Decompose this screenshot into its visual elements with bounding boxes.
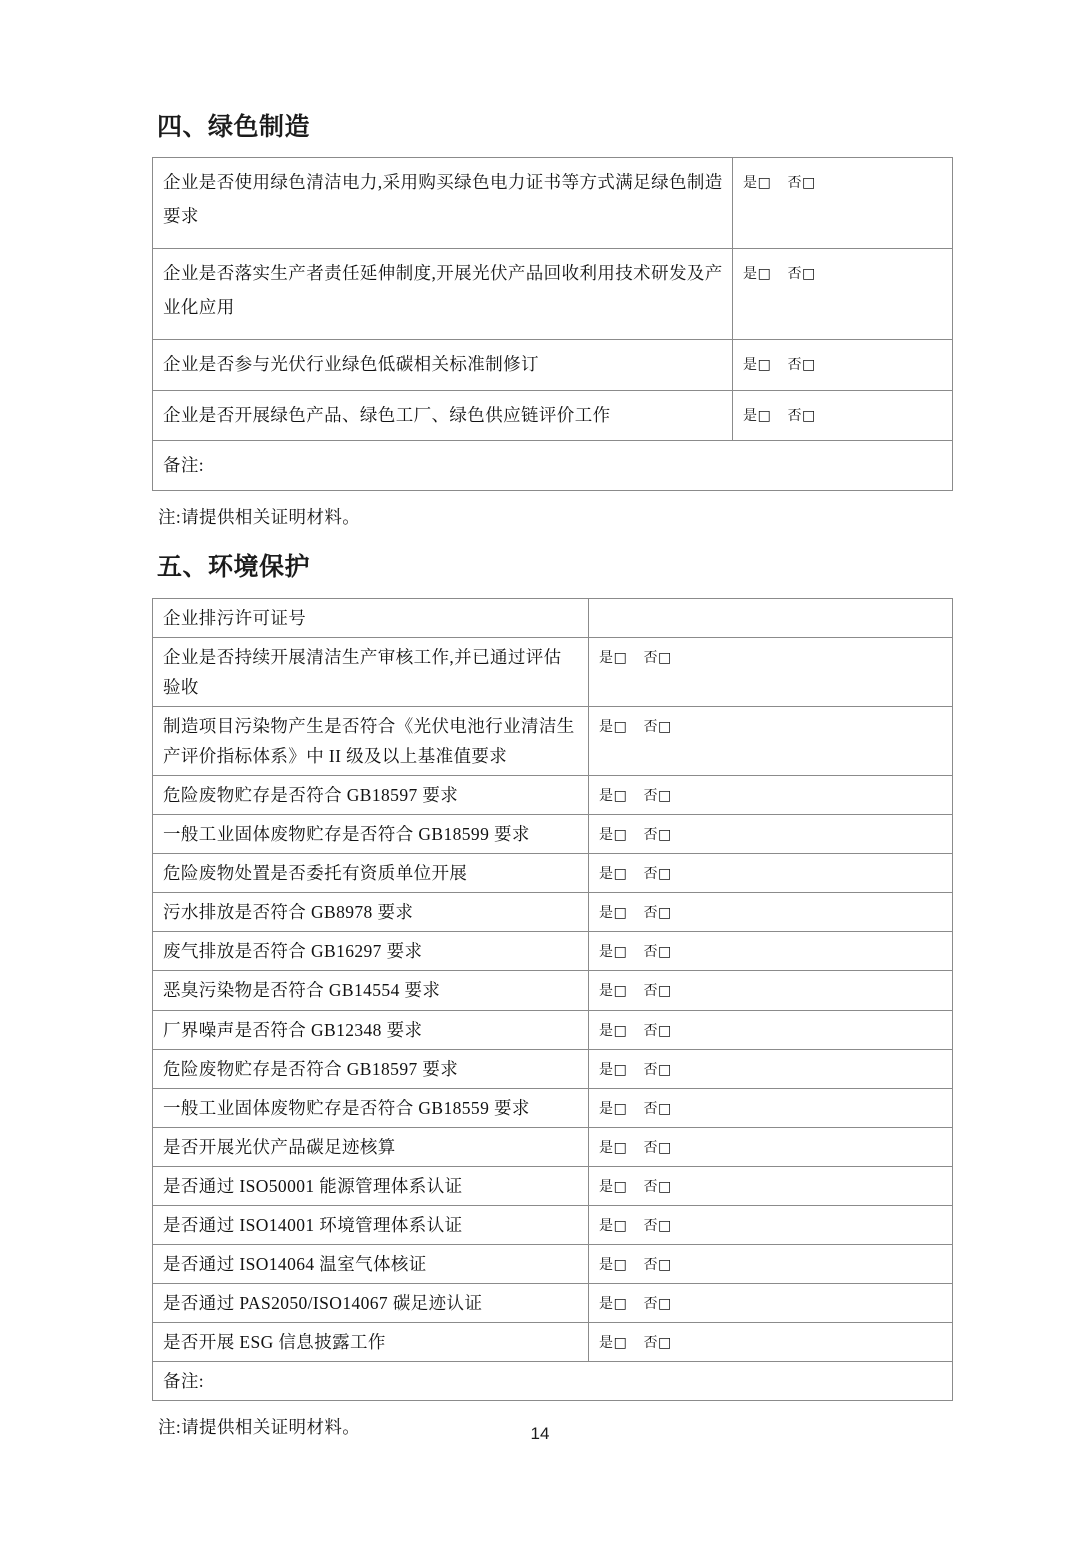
yes-checkbox[interactable]: 是□: [599, 1335, 628, 1352]
question-cell: 污水排放是否符合 GB8978 要求: [153, 893, 589, 932]
table-row: [153, 1010, 953, 1049]
answer-cell: [589, 1010, 953, 1049]
no-checkbox[interactable]: 否□: [787, 407, 816, 424]
no-checkbox[interactable]: 否□: [643, 944, 672, 961]
yes-checkbox[interactable]: 是□: [599, 827, 628, 844]
no-checkbox[interactable]: 否□: [643, 1335, 672, 1352]
yes-checkbox[interactable]: 是□: [599, 1022, 628, 1039]
table-row: [153, 893, 953, 932]
no-checkbox[interactable]: 否□: [643, 1022, 672, 1039]
answer-cell: [589, 706, 953, 775]
question-cell: 危险废物处置是否委托有资质单位开展: [153, 854, 589, 893]
question-cell: 企业是否落实生产者责任延伸制度,开展光伏产品回收利用技术研发及产业化应用: [153, 249, 733, 340]
no-checkbox[interactable]: 否□: [643, 827, 672, 844]
table-row: [153, 390, 953, 440]
yes-checkbox[interactable]: 是□: [599, 649, 628, 666]
yes-checkbox[interactable]: 是□: [743, 266, 772, 283]
answer-cell: [589, 1245, 953, 1284]
question-cell: 是否通过 ISO50001 能源管理体系认证: [153, 1166, 589, 1205]
yes-checkbox[interactable]: 是□: [743, 175, 772, 192]
section-note-environment: 注:请提供相关证明材料。: [158, 1417, 361, 1438]
answer-cell: [733, 158, 953, 249]
section-heading-green-manufacturing: 四、绿色制造: [157, 113, 311, 141]
table-row: [153, 775, 953, 814]
answer-cell: [733, 340, 953, 390]
question-cell: 恶臭污染物是否符合 GB14554 要求: [153, 971, 589, 1010]
answer-cell: [589, 1284, 953, 1323]
table-row: [153, 815, 953, 854]
no-checkbox[interactable]: 否□: [643, 983, 672, 1000]
question-cell: 制造项目污染物产生是否符合《光伏电池行业清洁生产评价指标体系》中 II 级及以上基准值要求: [153, 706, 589, 775]
section-heading-environmental-protection: 五、环境保护: [157, 553, 311, 582]
answer-cell: [589, 932, 953, 971]
question-cell: 是否通过 ISO14001 环境管理体系认证: [153, 1206, 589, 1245]
page-number: 14: [530, 1424, 550, 1443]
yes-checkbox[interactable]: 是□: [599, 866, 628, 883]
table-row-remark: [153, 1362, 953, 1401]
table-row: [153, 1127, 953, 1166]
no-checkbox[interactable]: 否□: [643, 1178, 672, 1195]
question-cell: 是否通过 PAS2050/ISO14067 碳足迹认证: [153, 1284, 589, 1323]
yes-checkbox[interactable]: 是□: [743, 407, 772, 424]
table-row: [153, 854, 953, 893]
yes-checkbox[interactable]: 是□: [599, 944, 628, 961]
question-cell: 厂界噪声是否符合 GB12348 要求: [153, 1010, 589, 1049]
no-checkbox[interactable]: 否□: [643, 866, 672, 883]
page-content: [152, 112, 952, 1445]
table-row: [153, 1284, 953, 1323]
question-cell: 企业是否使用绿色清洁电力,采用购买绿色电力证书等方式满足绿色制造要求: [153, 158, 733, 249]
yes-checkbox[interactable]: 是□: [599, 1139, 628, 1156]
table-row: [153, 340, 953, 390]
answer-cell: [589, 1049, 953, 1088]
no-checkbox[interactable]: 否□: [643, 1061, 672, 1078]
table-row: [153, 1088, 953, 1127]
question-cell: 企业是否参与光伏行业绿色低碳相关标准制修订: [153, 340, 733, 390]
table-row-permit: [153, 598, 953, 637]
table-row: [153, 1166, 953, 1205]
yes-checkbox[interactable]: 是□: [599, 787, 628, 804]
green-manufacturing-table: [152, 157, 953, 491]
no-checkbox[interactable]: 否□: [643, 718, 672, 735]
no-checkbox[interactable]: 否□: [643, 905, 672, 922]
remark-cell[interactable]: 备注:: [153, 440, 953, 490]
yes-checkbox[interactable]: 是□: [599, 1296, 628, 1313]
table-row: [153, 932, 953, 971]
no-checkbox[interactable]: 否□: [643, 649, 672, 666]
table-row-remark: [153, 440, 953, 490]
question-cell: 是否开展光伏产品碳足迹核算: [153, 1127, 589, 1166]
answer-cell: [589, 1323, 953, 1362]
answer-cell: [733, 249, 953, 340]
no-checkbox[interactable]: 否□: [643, 1296, 672, 1313]
question-cell: 是否通过 ISO14064 温室气体核证: [153, 1245, 589, 1284]
table-row: [153, 1323, 953, 1362]
no-checkbox[interactable]: 否□: [787, 357, 816, 374]
question-cell: 危险废物贮存是否符合 GB18597 要求: [153, 1049, 589, 1088]
question-cell: 企业是否开展绿色产品、绿色工厂、绿色供应链评价工作: [153, 390, 733, 440]
answer-cell: [589, 971, 953, 1010]
no-checkbox[interactable]: 否□: [643, 1100, 672, 1117]
no-checkbox[interactable]: 否□: [643, 1218, 672, 1234]
answer-cell: [589, 1206, 953, 1245]
permit-label-cell: 企业排污许可证号: [153, 598, 589, 637]
no-checkbox[interactable]: 否□: [643, 787, 672, 804]
answer-cell: [589, 854, 953, 893]
yes-checkbox[interactable]: 是□: [743, 357, 772, 374]
no-checkbox[interactable]: 否□: [787, 266, 816, 283]
yes-checkbox[interactable]: 是□: [599, 983, 628, 1000]
answer-cell: [589, 1166, 953, 1205]
no-checkbox[interactable]: 否□: [643, 1257, 672, 1274]
table-row: [153, 1206, 953, 1245]
question-cell: 废气排放是否符合 GB16297 要求: [153, 932, 589, 971]
answer-cell: [589, 637, 953, 706]
question-cell: 一般工业固体废物贮存是否符合 GB18559 要求: [153, 1088, 589, 1127]
permit-value-cell[interactable]: [589, 598, 953, 637]
table-row: [153, 971, 953, 1010]
table-row: [153, 706, 953, 775]
answer-cell: [589, 775, 953, 814]
question-cell: 企业是否持续开展清洁生产审核工作,并已通过评估验收: [153, 637, 589, 706]
yes-checkbox[interactable]: 是□: [599, 1178, 628, 1195]
table-row: [153, 1245, 953, 1284]
yes-checkbox[interactable]: 是□: [599, 905, 628, 922]
no-checkbox[interactable]: 否□: [643, 1139, 672, 1156]
answer-cell: [733, 390, 953, 440]
question-cell: 是否开展 ESG 信息披露工作: [153, 1323, 589, 1362]
answer-cell: [589, 893, 953, 932]
yes-checkbox[interactable]: 是□: [599, 1100, 628, 1117]
table-row: [153, 158, 953, 249]
table-row: [153, 1049, 953, 1088]
table-row: [153, 249, 953, 340]
answer-cell: [589, 1127, 953, 1166]
question-cell: 危险废物贮存是否符合 GB18597 要求: [153, 775, 589, 814]
question-cell: 一般工业固体废物贮存是否符合 GB18599 要求: [153, 815, 589, 854]
yes-checkbox[interactable]: 是□: [599, 1218, 628, 1234]
yes-checkbox[interactable]: 是□: [599, 718, 628, 735]
no-checkbox[interactable]: 否□: [787, 175, 816, 192]
answer-cell: [589, 815, 953, 854]
remark-cell[interactable]: 备注:: [153, 1362, 953, 1401]
yes-checkbox[interactable]: 是□: [599, 1257, 628, 1274]
section-note-green: 注:请提供相关证明材料。: [158, 507, 361, 527]
answer-cell: [589, 1088, 953, 1127]
environmental-protection-table: [152, 598, 953, 1402]
yes-checkbox[interactable]: 是□: [599, 1061, 628, 1078]
table-row: [153, 637, 953, 706]
